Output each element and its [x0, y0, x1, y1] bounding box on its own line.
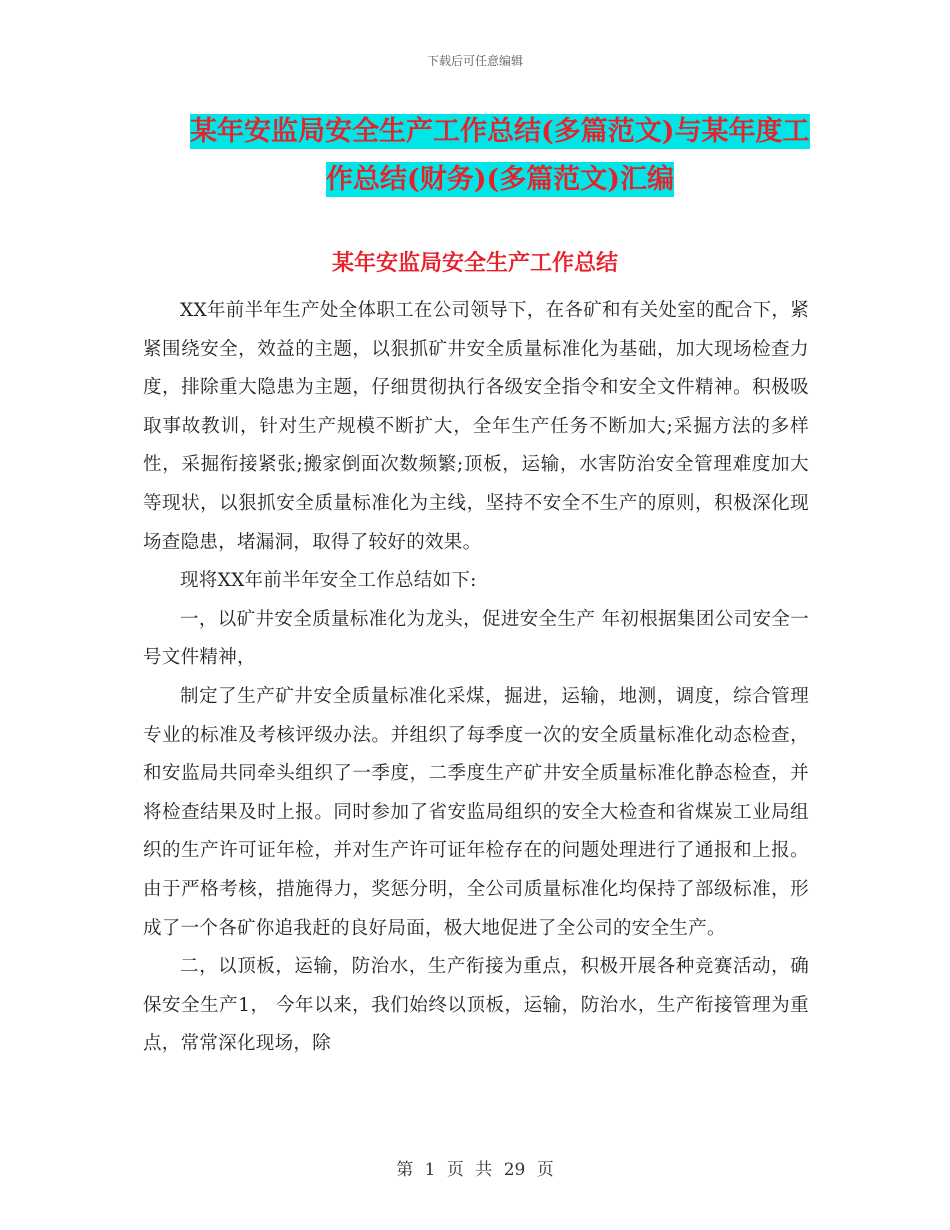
- paragraph: XX年前半年生产处全体职工在公司领导下，在各矿和有关处室的配合下，紧紧围绕安全，效益的主题，以狠抓矿井安全质量标准化为基础，加大现场检查力度，排除重大隐患为主题，仔细贯彻执行各级安全指令和安全文件精神。积极吸取事故教训，针对生产规模不断扩大，全年生产任务不断加大;采掘方法的多样性，采掘衔接紧张;搬家倒面次数频繁;顶板，运输，水害防治安全管理难度加大等现状，以狠抓安全质量标准化为主线，坚持不安全不生产的原则，积极深化现场查隐患，堵漏洞，取得了较好的效果。: [143, 300, 809, 553]
- document-body: [143, 292, 809, 1064]
- document-title: [140, 108, 820, 204]
- paragraph: 现将XX年前半年安全工作总结如下:: [180, 570, 477, 592]
- header-note: 下载后可任意编辑: [426, 54, 523, 68]
- title-line-2: 作总结(财务)(多篇范文)汇编: [325, 164, 675, 195]
- title-line-1: 某年安监局安全生产工作总结(多篇范文)与某年度工: [190, 116, 810, 147]
- paragraph: 一，以矿井安全质量标准化为龙头，促进安全生产 年初根据集团公司安全一号文件精神，: [143, 608, 809, 669]
- paragraph: 二，以顶板，运输，防治水，生产衔接为重点，积极开展各种竞赛活动，确保安全生产1， 今年以来，我们始终以顶板，运输，防治水，生产衔接管理为重点，常常深化现场，除: [143, 956, 809, 1055]
- page-number: 第 1 页 共 29 页: [396, 1160, 554, 1180]
- paragraph: 制定了生产矿井安全质量标准化采煤，掘进，运输，地测，调度，综合管理专业的标准及考核评级办法。并组织了每季度一次的安全质量标准化动态检查，和安监局共同牵头组织了一季度，二季度生产矿井安全质量标准化静态检查，并将检查结果及时上报。同时参加了省安监局组织的安全大检查和省煤炭工业局组织的生产许可证年检，并对生产许可证年检存在的问题处理进行了通报和上报。由于严格考核，措施得力，奖惩分明，全公司质量标准化均保持了部级标准，形成了一个各矿你追我赶的良好局面，极大地促进了全公司的安全生产。: [143, 685, 809, 939]
- section-heading: 某年安监局安全生产工作总结: [331, 250, 618, 276]
